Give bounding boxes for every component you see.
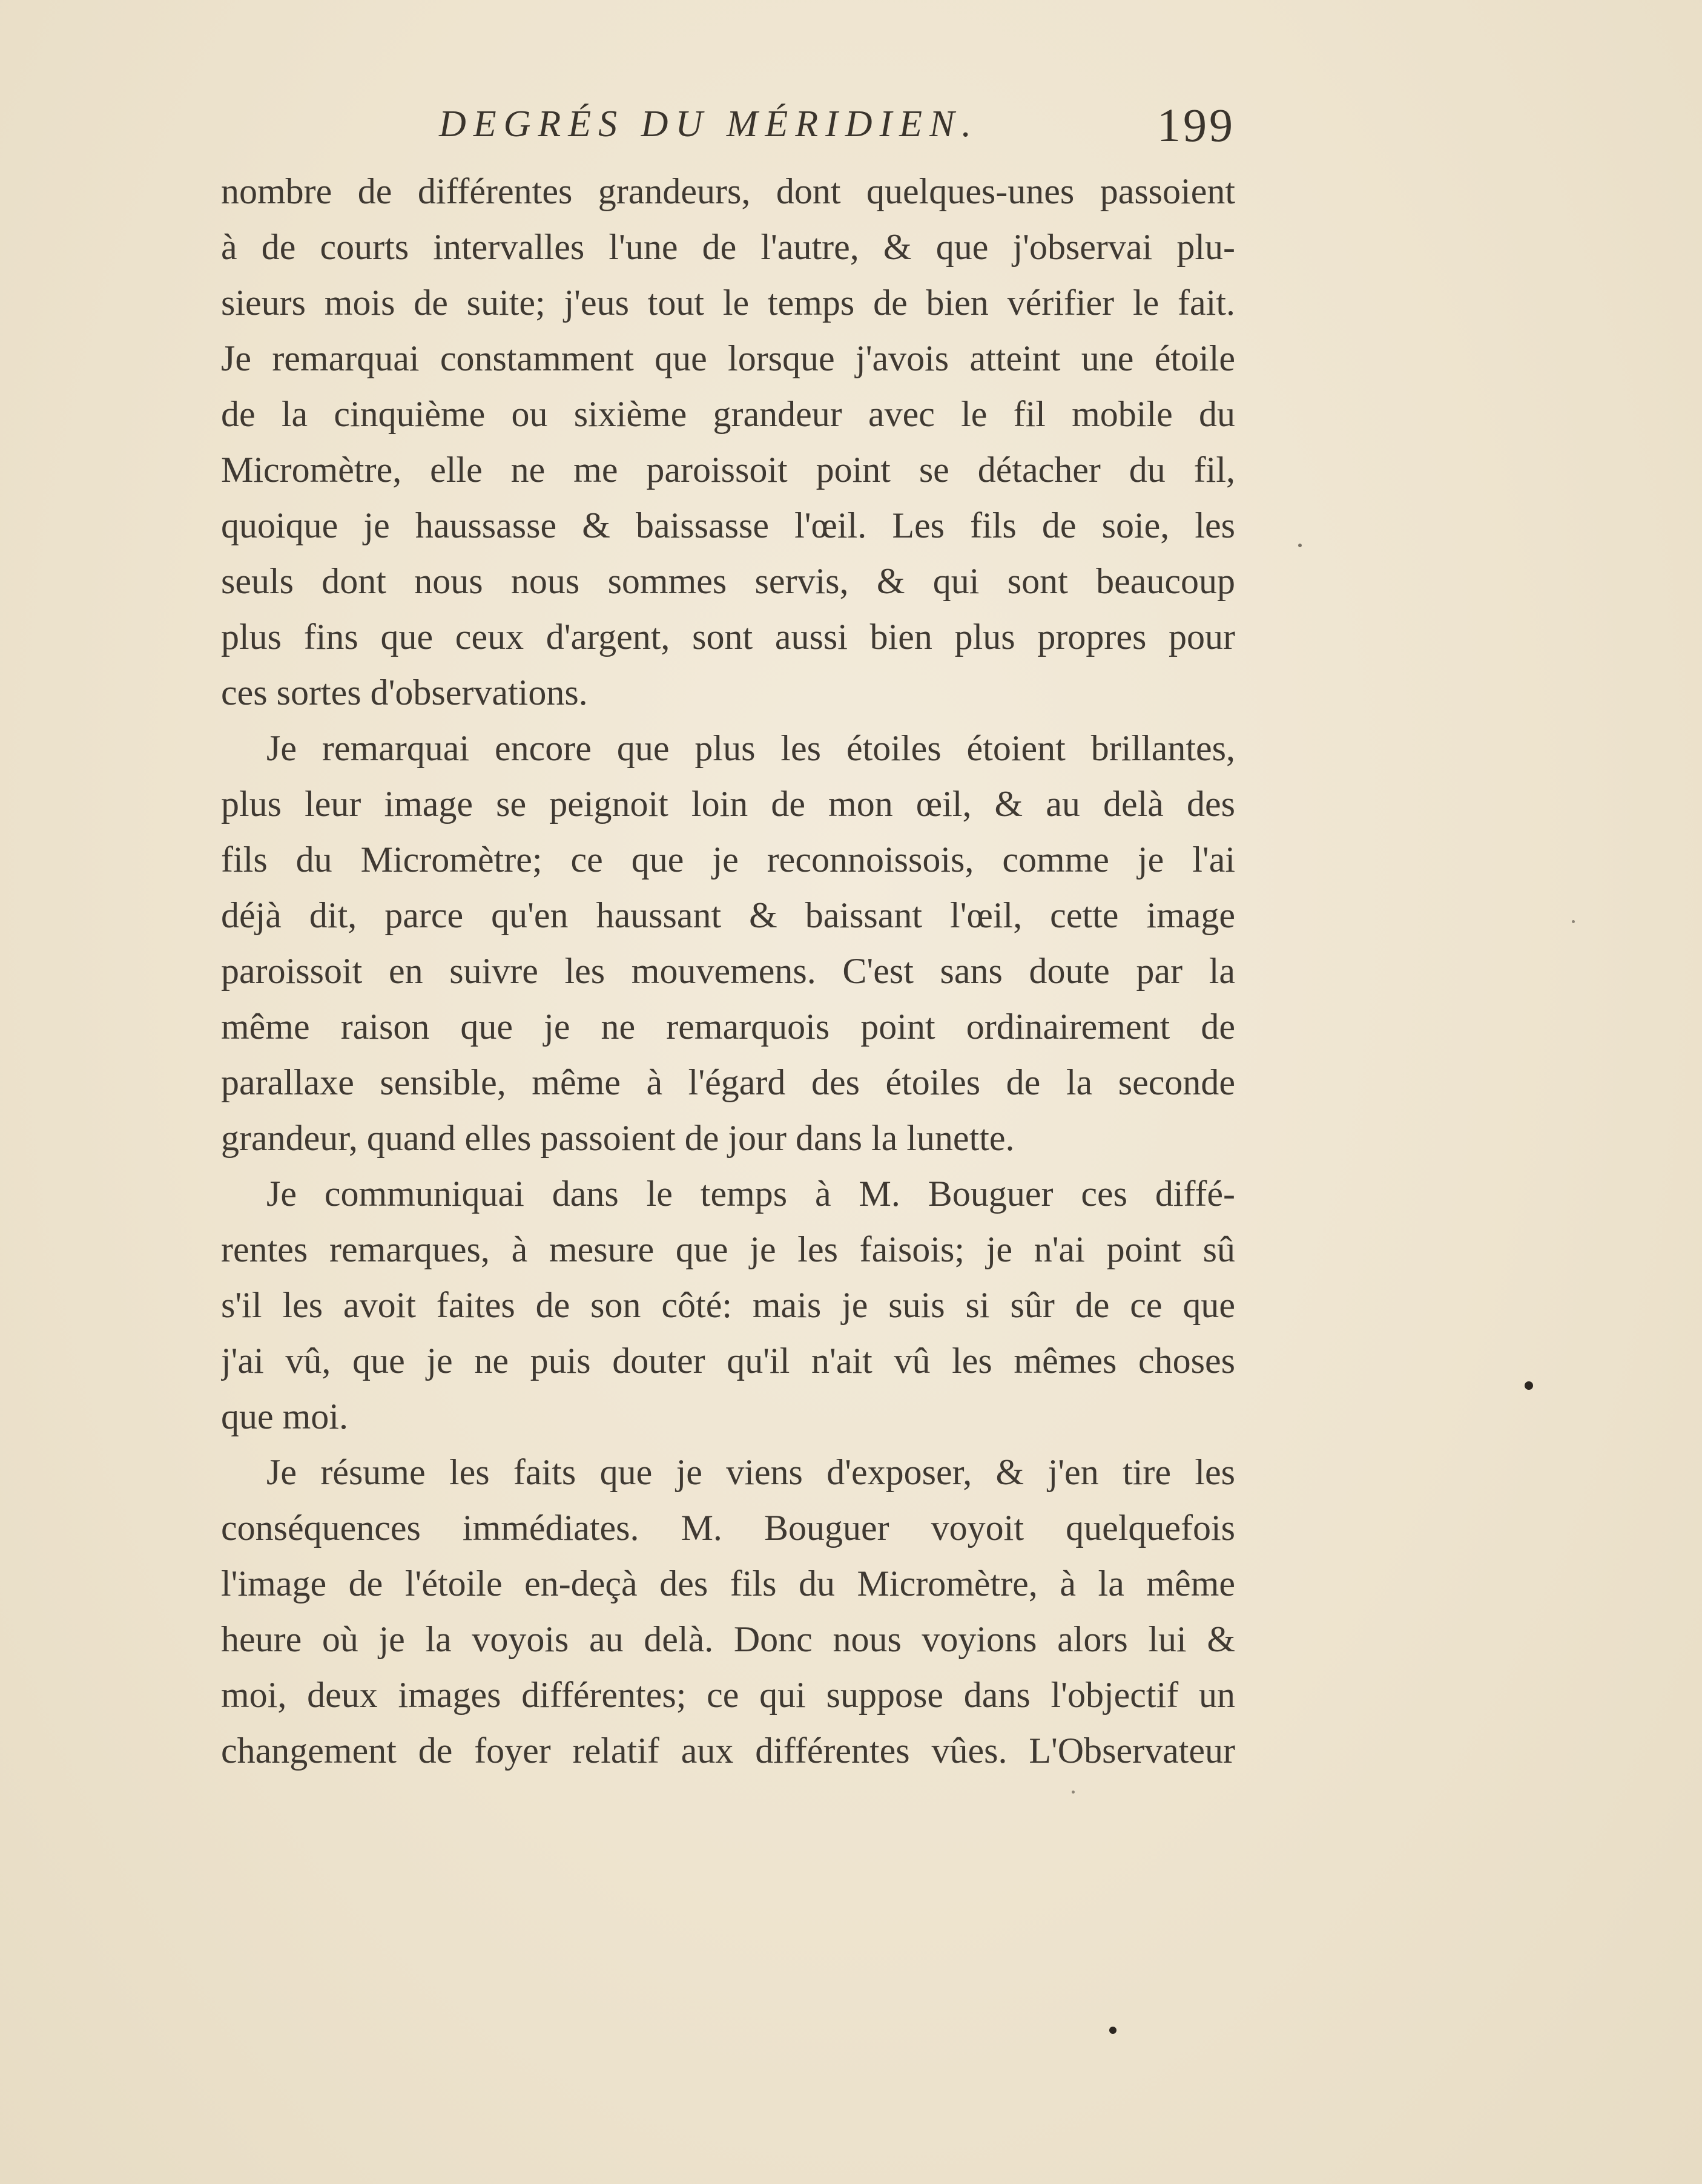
text-line: ces sortes d'observations.	[221, 673, 588, 712]
text-line: Je communiquai dans le temps à M. Bouguer ces diffé-	[266, 1174, 1235, 1214]
text-line: grandeur, quand elles passoient de jour dans la lunette.	[221, 1118, 1015, 1158]
paper-speck	[1298, 544, 1302, 547]
paragraph-2	[221, 720, 1235, 1166]
text-line: seuls dont nous nous sommes servis, & qui sont beaucoup	[221, 561, 1235, 601]
paper-speck	[1072, 1791, 1075, 1794]
text-line: même raison que je ne remarquois point ordinairement de	[221, 1007, 1235, 1047]
text-line: s'il les avoit faites de son côté: mais je suis si sûr de ce que	[221, 1285, 1235, 1325]
text-line: Je remarquai encore que plus les étoiles étoient brillantes,	[266, 728, 1235, 768]
paper-speck	[1525, 1381, 1533, 1390]
text-line: parallaxe sensible, même à l'égard des étoiles de la seconde	[221, 1062, 1235, 1102]
text-line: conséquences immédiates. M. Bouguer voyoit quelquefois	[221, 1508, 1235, 1548]
text-line: que moi.	[221, 1396, 348, 1436]
text-line: rentes remarques, à mesure que je les faisois; je n'ai point sû	[221, 1229, 1235, 1269]
text-line: déjà dit, parce qu'en haussant & baissant l'œil, cette image	[221, 895, 1235, 935]
text-line: sieurs mois de suite; j'eus tout le temps de bien vérifier le fait.	[221, 283, 1235, 323]
text-line: l'image de l'étoile en-deçà des fils du Micromètre, à la même	[221, 1564, 1235, 1603]
paragraph-3	[221, 1166, 1235, 1444]
text-line: Je résume les faits que je viens d'exposer, & j'en tire les	[266, 1452, 1235, 1492]
text-line: plus leur image se peignoit loin de mon œil, & au delà des	[221, 784, 1235, 824]
text-line: heure où je la voyois au delà. Donc nous voyions alors lui &	[221, 1619, 1235, 1659]
text-line: changement de foyer relatif aux différentes vûes. L'Observateur	[221, 1731, 1235, 1771]
text-line: nombre de différentes grandeurs, dont quelques-unes passoient	[221, 171, 1235, 211]
text-line: quoique je haussasse & baissasse l'œil. Les fils de soie, les	[221, 505, 1235, 545]
text-line: moi, deux images différentes; ce qui suppose dans l'objectif un	[221, 1675, 1235, 1715]
paragraph-4	[221, 1444, 1235, 1778]
running-title: DEGRÉS DU MÉRIDIEN.	[439, 104, 978, 145]
paragraph-1	[221, 163, 1235, 720]
page-header	[221, 91, 1235, 157]
text-line: plus fins que ceux d'argent, sont aussi bien plus propres pour	[221, 617, 1235, 657]
text-line: paroissoit en suivre les mouvemens. C'est sans doute par la	[221, 951, 1235, 991]
body-text	[221, 163, 1235, 1778]
paper-speck	[1572, 920, 1575, 923]
text-line: j'ai vû, que je ne puis douter qu'il n'ait vû les mêmes choses	[221, 1341, 1235, 1381]
page-number: 199	[1157, 99, 1235, 151]
text-line: à de courts intervalles l'une de l'autre, & que j'observai plu-	[221, 227, 1235, 267]
paper-speck	[1109, 2027, 1117, 2034]
text-line: de la cinquième ou sixième grandeur avec le fil mobile du	[221, 394, 1235, 434]
text-line: Je remarquai constamment que lorsque j'avois atteint une étoile	[221, 338, 1235, 378]
text-line: Micromètre, elle ne me paroissoit point se détacher du fil,	[221, 450, 1235, 490]
text-line: fils du Micromètre; ce que je reconnoissois, comme je l'ai	[221, 840, 1235, 880]
